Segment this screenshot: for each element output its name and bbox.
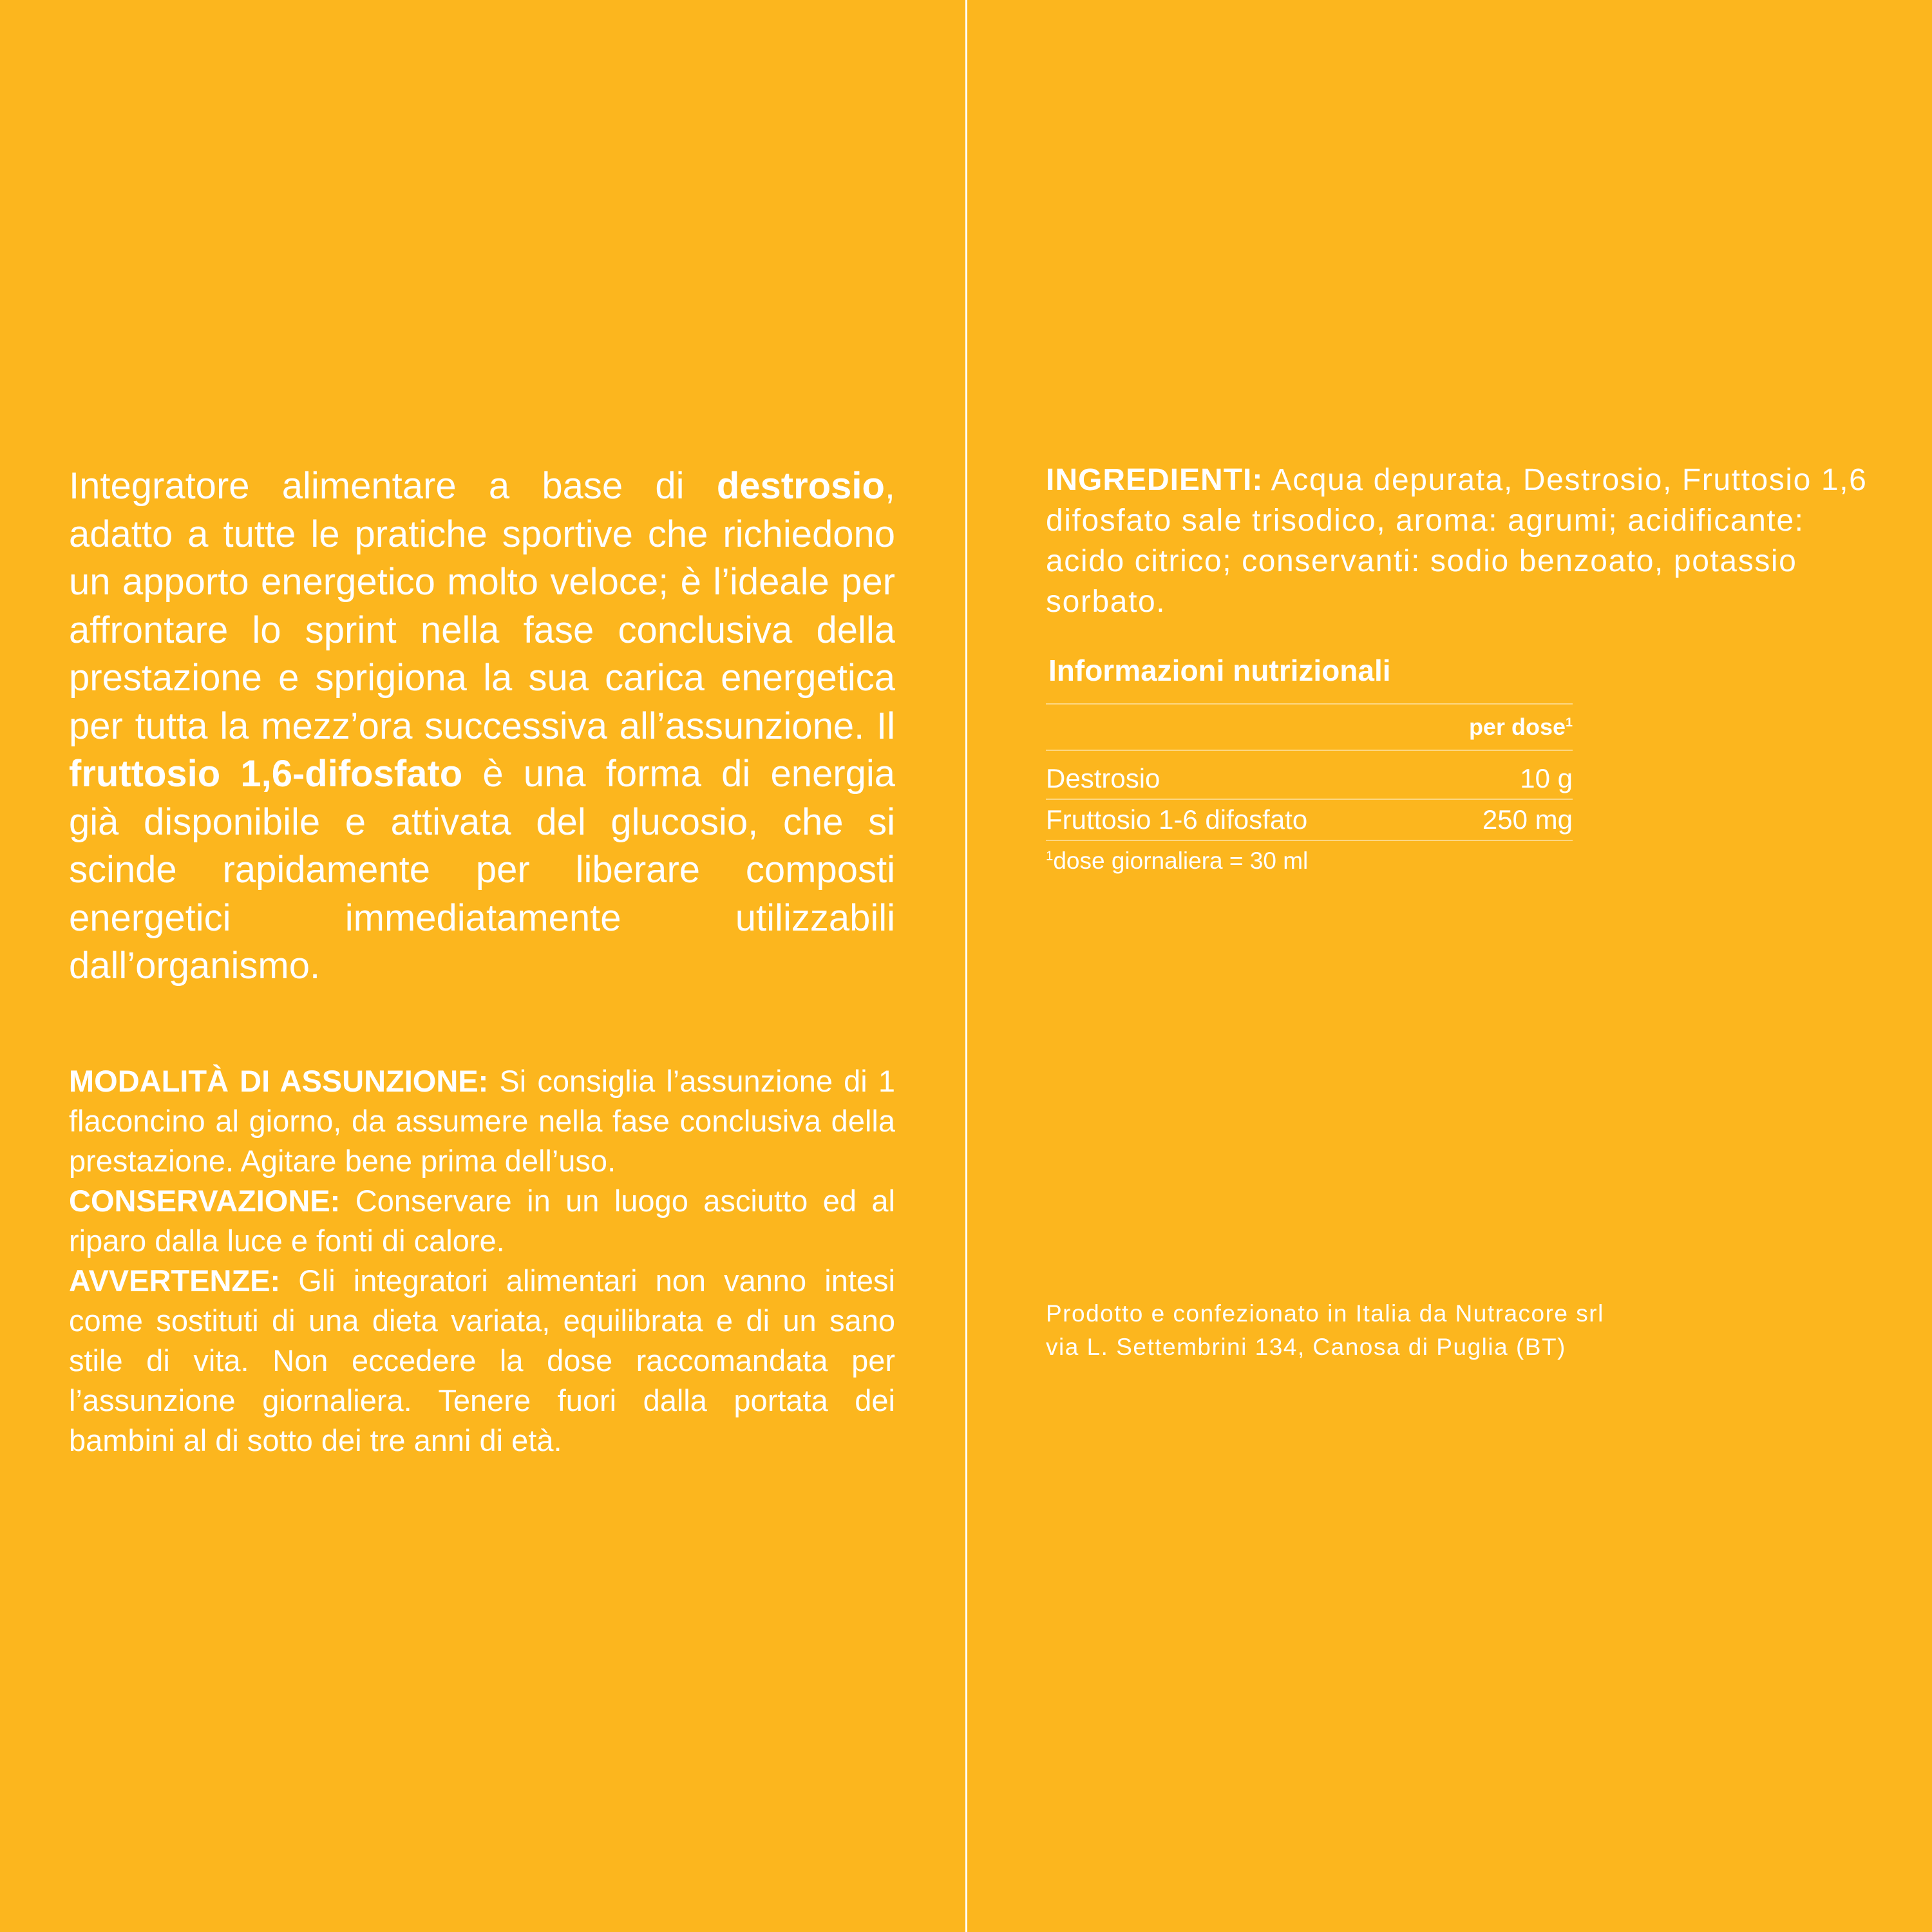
producer-line-2: via L. Settembrini 134, Canosa di Puglia (BT) [1046, 1334, 1566, 1360]
ingredients-text: Acqua depurata, Destrosio, Fruttosio 1,6 difosfato sale trisodico, aroma: agrumi; acidificante: acido citrico; conservanti: sodio benzoato, potassio sorbato. [1046, 463, 1868, 619]
description-text: , adatto a tutte le pratiche sportive che richiedono un apporto energetico molto veloce; è l’ideale per affrontare lo sprint nella fase conclusiva della prestazione e sprigiona la sua carica energetica per tutta la mezz’ora successiva all’assunzione. Il [69, 465, 895, 747]
avvertenze-paragraph [69, 1261, 895, 1461]
conservazione-paragraph [69, 1181, 895, 1261]
producer-line-1: Prodotto e confezionato in Italia da Nutracore srl [1046, 1300, 1604, 1327]
producer-info [1046, 1297, 1889, 1364]
nutrient-name: Destrosio [1046, 750, 1423, 799]
nutrition-footnote: $^1$dose giornaliera = 30 ml [1046, 848, 1309, 874]
modalita-text: Si consiglia l’assunzione di 1 flaconcino al giorno, da assumere nella fase conclusiva della prestazione. Agitare bene prima dell’uso. [69, 1064, 895, 1178]
nutrient-value: 10 g [1423, 750, 1573, 799]
ingredients [1046, 460, 1889, 622]
ingredients-label: INGREDIENTI: [1046, 463, 1264, 497]
panel-divider [965, 0, 967, 1932]
description-text: è una forma di energia già disponibile e attivata del glucosio, che si scinde rapidamente per liberare composti energetici immediatamente utilizzabili dall’organismo. [69, 753, 895, 987]
description-highlight-destrosio: destrosio [716, 465, 885, 507]
nutrition-title: Informazioni nutrizionali [1048, 654, 1391, 687]
modalita-paragraph [69, 1061, 895, 1181]
table-row [1046, 799, 1573, 840]
nutrition-info [1046, 652, 1574, 875]
modalita-label: MODALITÀ DI ASSUNZIONE: [69, 1064, 489, 1098]
nutrition-header-row [1046, 704, 1573, 750]
description-highlight-fruttosio: fruttosio 1,6-difosfato [69, 753, 463, 795]
nutrient-name: Fruttosio 1-6 difosfato [1046, 799, 1423, 840]
description-text: Integratore alimentare a base di [69, 465, 717, 507]
avvertenze-label: AVVERTENZE: [69, 1264, 281, 1298]
avvertenze-text: Gli integratori alimentari non vanno intesi come sostituti di una dieta variata, equilibrata e di un sano stile di vita. Non eccedere la dose raccomandata per l’assunzione giornaliera. Tenere fuori dalla portata dei bambini al di sotto dei tre anni di età. [69, 1264, 895, 1457]
nutrition-table [1046, 703, 1573, 841]
column-header-per-dose: per dose$^1$ [1423, 704, 1573, 750]
usage-instructions [69, 1061, 895, 1461]
table-row [1046, 750, 1573, 799]
conservazione-text: Conservare in un luogo asciutto ed al riparo dalla luce e fonti di calore. [69, 1184, 895, 1258]
product-description [69, 462, 895, 990]
nutrient-value: 250 mg [1423, 799, 1573, 840]
conservazione-label: CONSERVAZIONE: [69, 1184, 341, 1218]
